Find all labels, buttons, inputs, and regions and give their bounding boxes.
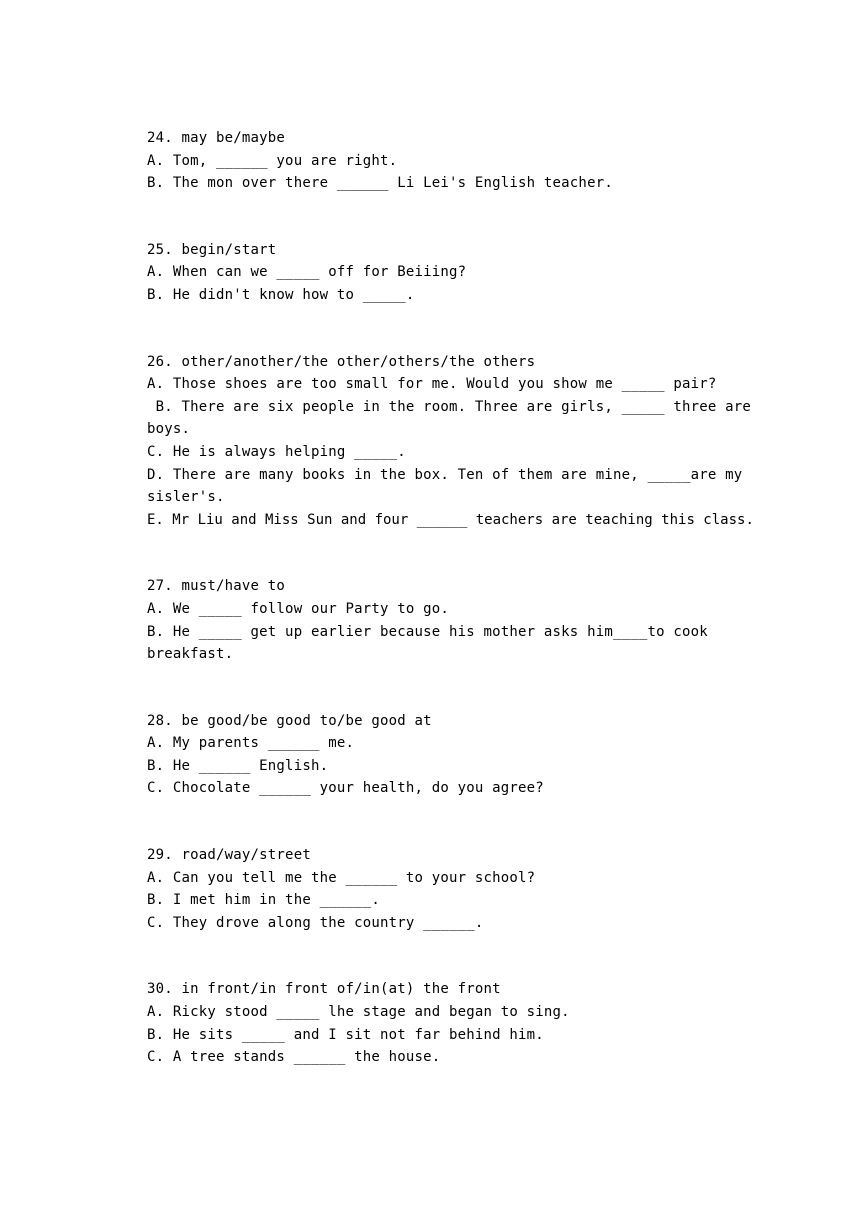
question-title: 25. begin/start <box>147 241 277 258</box>
option-b: B. He ______ English. <box>147 757 329 774</box>
option-b: B. He didn't know how to _____. <box>147 286 415 303</box>
option-a: A. Those shoes are too small for me. Would you show me _____ pair? <box>147 376 717 393</box>
option-a: A. Can you tell me the ______ to your school? <box>147 869 536 886</box>
option-a: A. Tom, ______ you are right. <box>147 152 398 169</box>
question-25 <box>147 239 717 307</box>
option-a: A. Ricky stood _____ lhe stage and began to sing. <box>147 1004 570 1021</box>
option-e: E. Mr Liu and Miss Sun and four ______ teachers are teaching this class. <box>147 511 754 528</box>
question-28 <box>147 710 717 800</box>
option-b: B. He sits _____ and I sit not far behind him. <box>147 1026 544 1043</box>
question-title: 30. in front/in front of/in(at) the front <box>147 981 501 998</box>
option-b: B. He _____ get up earlier because his mother asks him____to cook <box>147 623 708 640</box>
question-title: 29. road/way/street <box>147 847 311 864</box>
question-30 <box>147 978 717 1068</box>
option-c: C. Chocolate ______ your health, do you agree? <box>147 780 544 797</box>
question-29 <box>147 844 717 934</box>
option-d-continued: sisler's. <box>147 489 225 506</box>
option-a: A. We _____ follow our Party to go. <box>147 600 450 617</box>
option-c: C. They drove along the country ______. <box>147 914 484 931</box>
question-27 <box>147 575 717 665</box>
option-b: B. The mon over there ______ Li Lei's English teacher. <box>147 175 613 192</box>
option-a: A. My parents ______ me. <box>147 735 355 752</box>
option-b: B. There are six people in the room. Three are girls, _____ three are <box>147 398 752 415</box>
option-b-continued: breakfast. <box>147 646 234 663</box>
document-page <box>147 127 754 1113</box>
option-c: C. He is always helping _____. <box>147 443 406 460</box>
option-b: B. I met him in the ______. <box>147 892 380 909</box>
question-title: 27. must/have to <box>147 578 286 595</box>
question-title: 24. may be/maybe <box>147 130 286 146</box>
option-a: A. When can we _____ off for Beiiing? <box>147 264 467 281</box>
option-d: D. There are many books in the box. Ten of them are mine, _____are my <box>147 466 743 483</box>
question-title: 26. other/another/the other/others/the others <box>147 353 536 370</box>
question-26 <box>147 351 754 532</box>
question-title: 28. be good/be good to/be good at <box>147 712 432 729</box>
option-b-continued: boys. <box>147 421 191 438</box>
option-c: C. A tree stands ______ the house. <box>147 1049 441 1066</box>
question-24 <box>147 127 717 195</box>
